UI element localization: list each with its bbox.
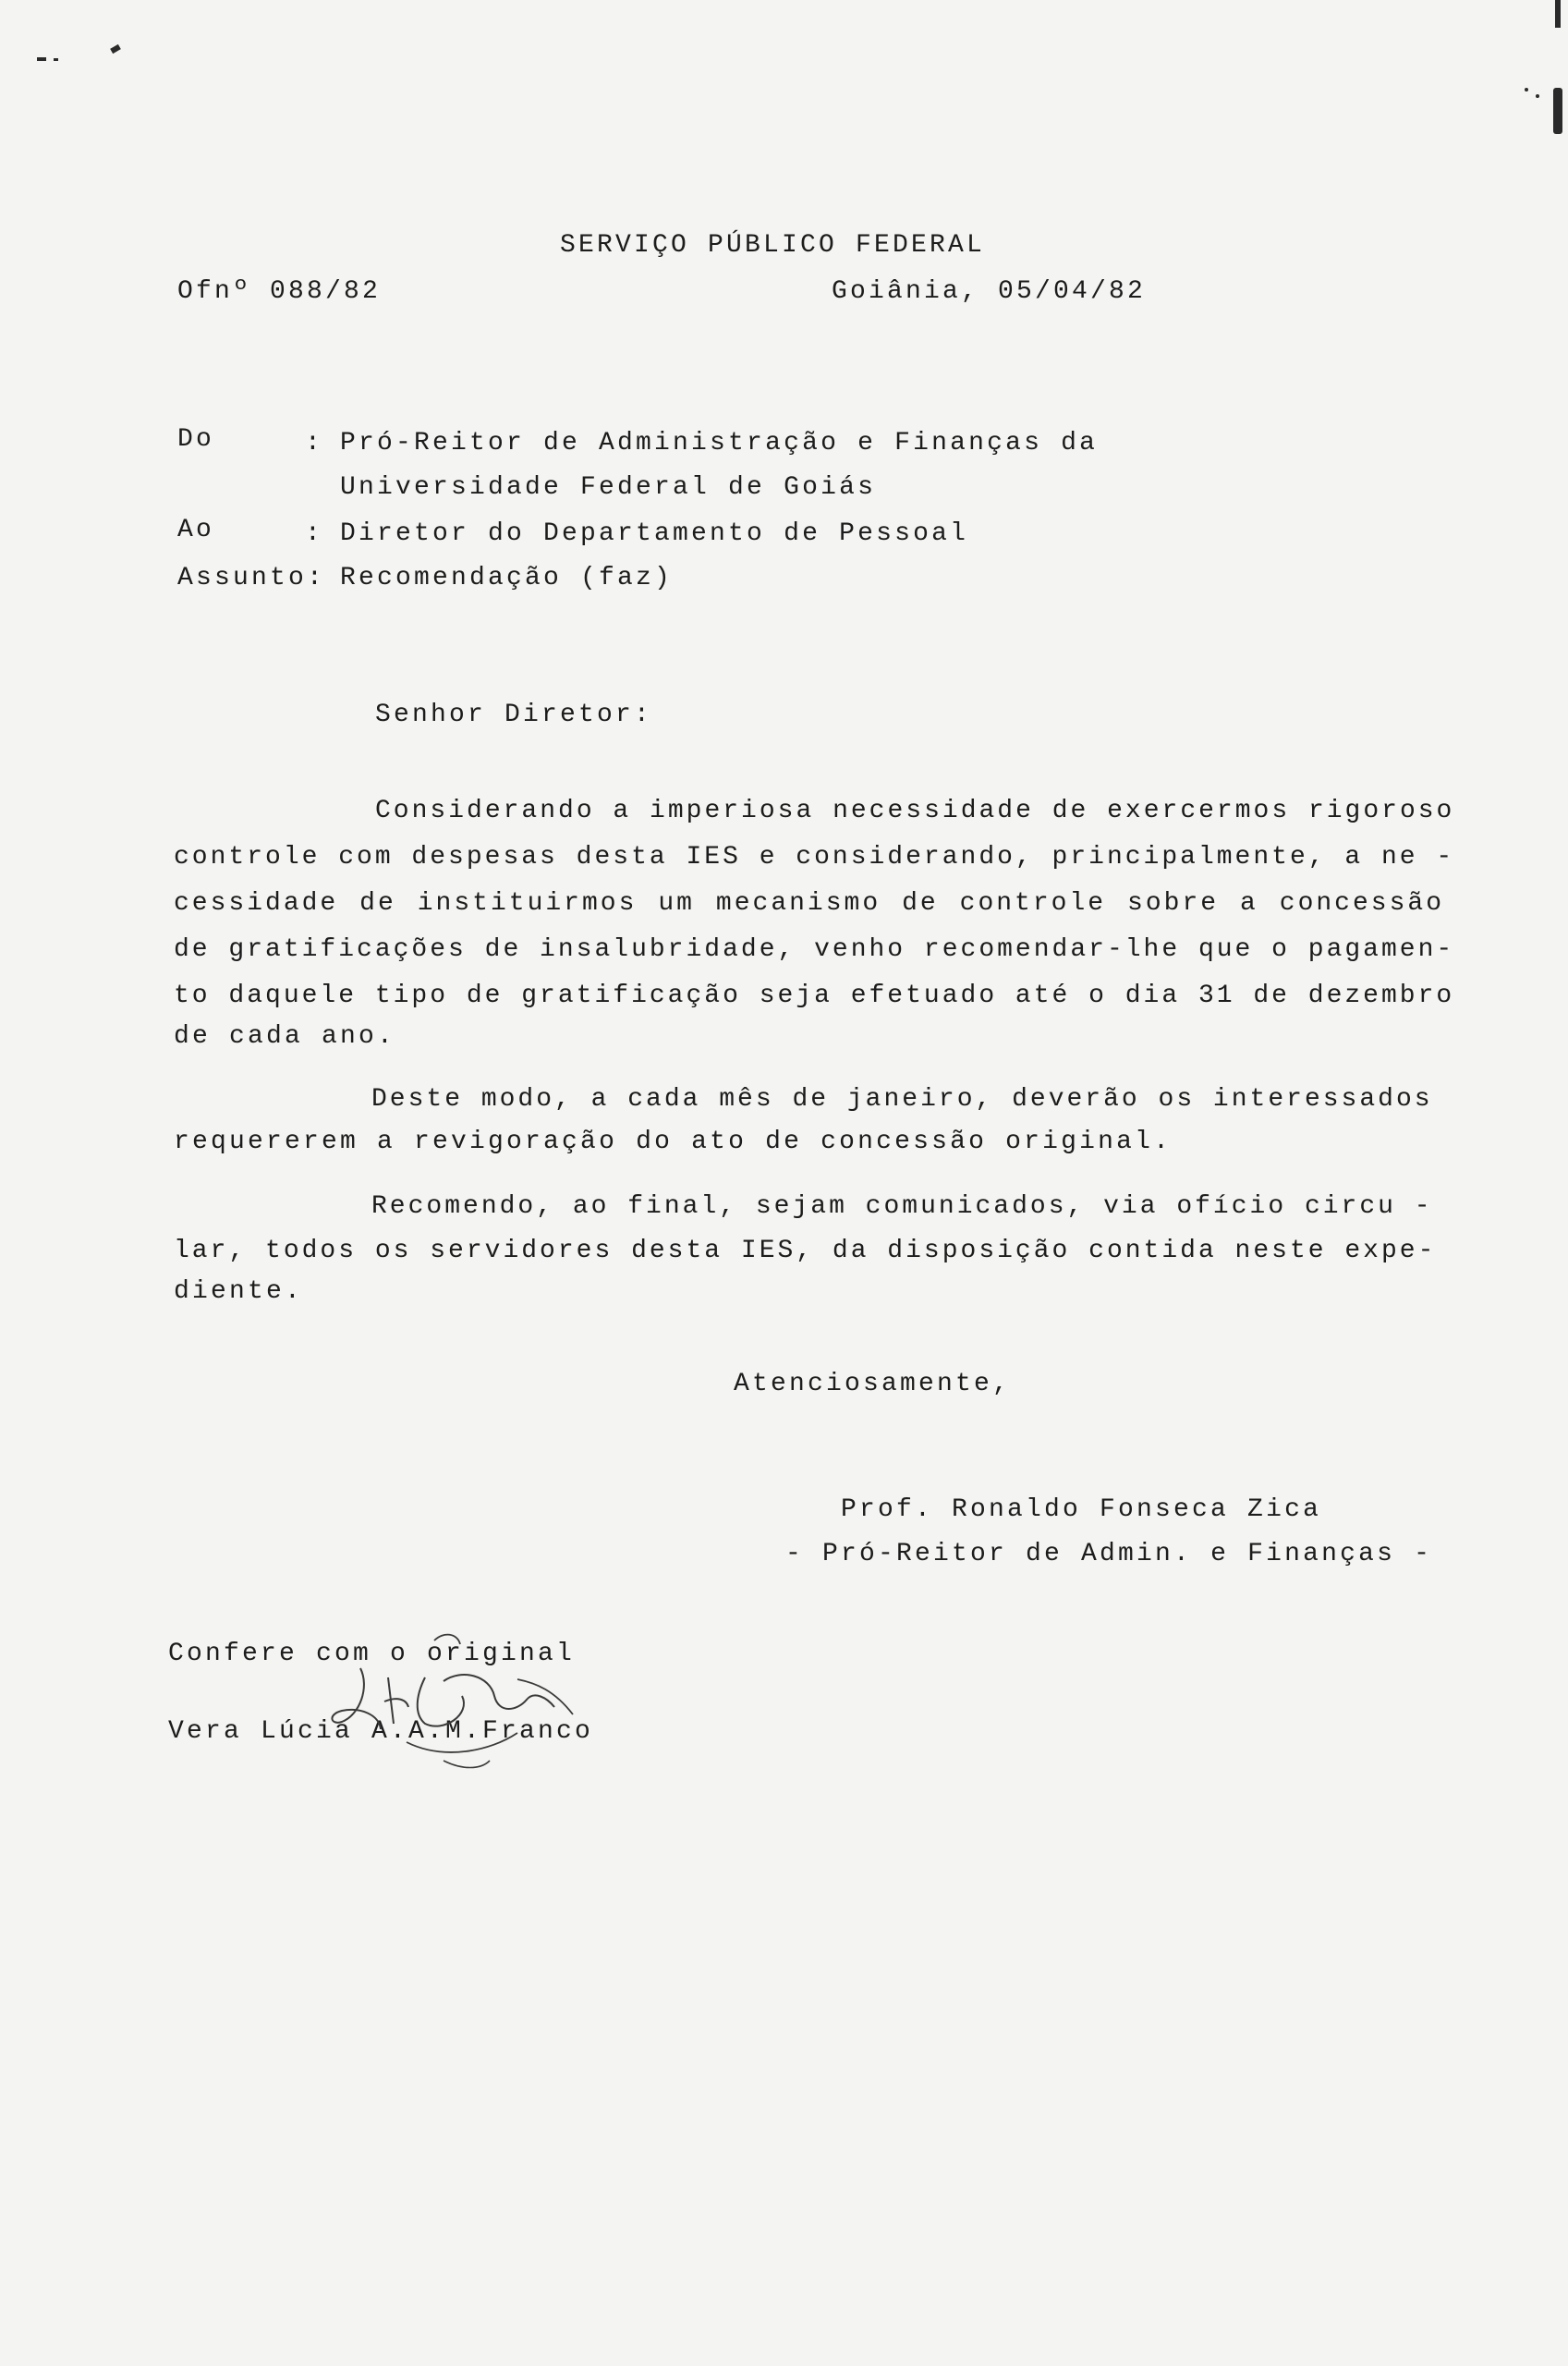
paragraph-3-line-2: lar, todos os servidores desta IES, da disposição contida neste expe-: [174, 1237, 1437, 1265]
signatory-title: - Pró-Reitor de Admin. e Finanças -: [785, 1540, 1433, 1568]
to-value: Diretor do Departamento de Pessoal: [340, 519, 969, 548]
to-separator: :: [305, 519, 324, 548]
paragraph-3-line-1: Recomendo, ao final, sejam comunicados, via ofício circu -: [371, 1192, 1433, 1221]
scan-speck: [1536, 94, 1539, 98]
place-date: Goiânia, 05/04/82: [832, 277, 1147, 306]
scan-speck: [1525, 88, 1528, 91]
from-value-line2: Universidade Federal de Goiás: [340, 473, 877, 502]
paragraph-1-line-3: cessidade de instituirmos um mecanismo de controle sobre a concessão: [174, 889, 1444, 918]
paragraph-1-line-6: de cada ano.: [174, 1022, 396, 1051]
scan-speck: [54, 58, 58, 61]
handwritten-signature: [305, 1622, 591, 1807]
signatory-name: Prof. Ronaldo Fonseca Zica: [841, 1495, 1322, 1524]
office-number: Ofnº 088/82: [177, 277, 382, 306]
service-heading: SERVIÇO PÚBLICO FEDERAL: [560, 231, 986, 260]
salutation: Senhor Diretor:: [375, 701, 653, 729]
scan-speck: [1553, 88, 1562, 134]
paragraph-1-line-4: de gratificações de insalubridade, venho recomendar-lhe que o pagamen-: [174, 935, 1455, 964]
to-label: Ao: [177, 516, 215, 544]
paragraph-1-line-1: Considerando a imperiosa necessidade de exercermos rigoroso: [375, 797, 1455, 825]
paragraph-1-line-5: to daquele tipo de gratificação seja efetuado até o dia 31 de dezembro: [174, 982, 1455, 1010]
paragraph-3-line-3: diente.: [174, 1277, 304, 1306]
scan-speck: [37, 57, 46, 61]
from-separator: :: [305, 429, 324, 457]
certification-line1: Confere com o original: [168, 1640, 576, 1668]
scan-speck: [110, 44, 121, 54]
from-value-line1: Pró-Reitor de Administração e Finanças da: [340, 429, 1099, 457]
scan-speck: [1555, 0, 1561, 28]
from-label: Do: [177, 425, 215, 454]
paragraph-1-line-2: controle com despesas desta IES e considerando, principalmente, a ne -: [174, 843, 1455, 872]
closing: Atenciosamente,: [734, 1370, 1012, 1398]
certification-line2: Vera Lúcia A.A.M.Franco: [168, 1717, 594, 1746]
subject-value: Recomendação (faz): [340, 564, 674, 592]
paragraph-2-line-2: requererem a revigoração do ato de concessão original.: [174, 1128, 1173, 1156]
paragraph-2-line-1: Deste modo, a cada mês de janeiro, deverão os interessados: [371, 1085, 1433, 1114]
subject-label: Assunto:: [177, 564, 326, 592]
